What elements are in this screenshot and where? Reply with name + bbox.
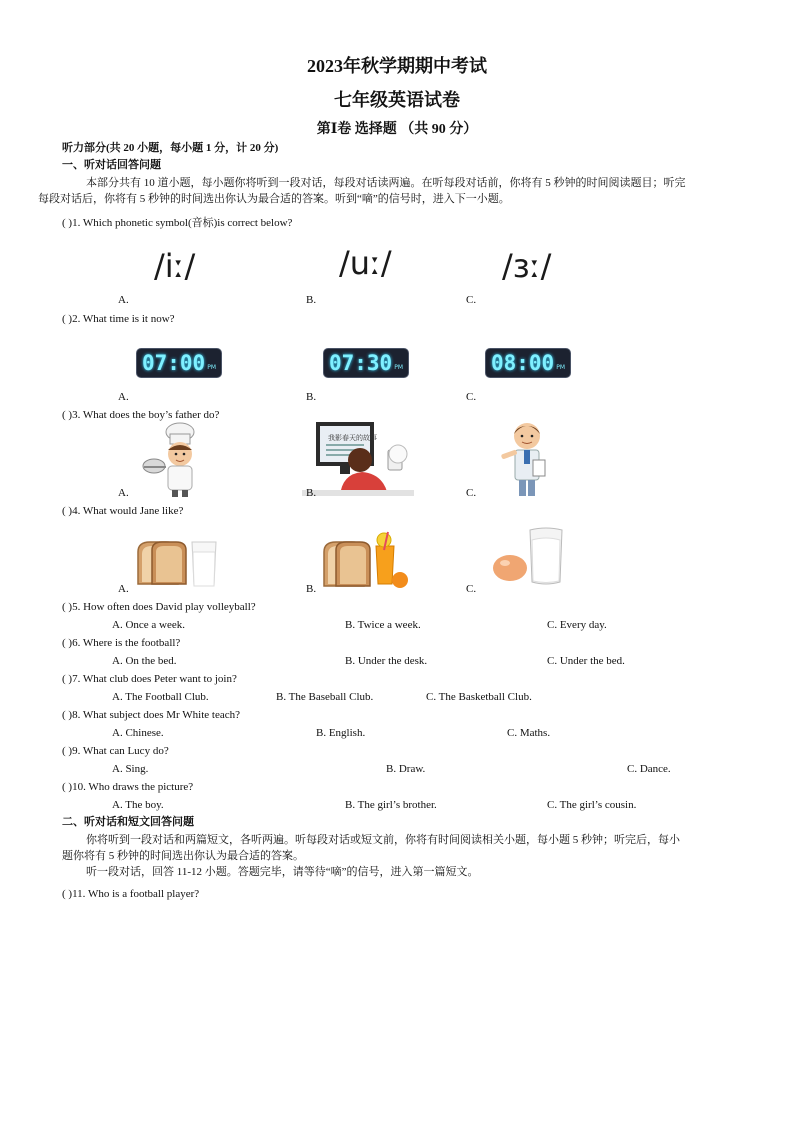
question-1: ( )1. Which phonetic symbol(音标)is correct below? [62,217,293,229]
q8-option-b: B. English. [316,727,366,739]
q3-label-b: B. [306,487,317,499]
q9-option-a: A. Sing. [112,763,149,775]
phonetic-option-a: /iː/ [154,247,196,285]
q2-label-b: B. [306,391,317,403]
question-6: ( )6. Where is the football? [62,637,181,649]
q2-label-c: C. [466,391,477,403]
screen-text: 我影春天的故事 [328,434,377,442]
clock-b-time: 07:30 [328,351,393,375]
q4-label-c: C. [466,583,477,595]
q8-option-a: A. Chinese. [112,727,164,739]
question-9: ( )9. What can Lucy do? [62,745,169,757]
q8-option-c: C. Maths. [507,727,551,739]
office-worker-illustration [302,420,414,496]
clock-c-time: 08:00 [490,351,555,375]
question-4: ( )4. What would Jane like? [62,505,184,517]
q6-option-b: B. Under the desk. [345,655,428,667]
q5-option-c: C. Every day. [547,619,607,631]
clock-a-time: 07:00 [141,351,206,375]
q1-label-a: A. [118,294,129,306]
q4-label-b: B. [306,583,317,595]
question-11: ( )11. Who is a football player? [62,888,200,900]
q1-label-b: B. [306,294,317,306]
question-10: ( )10. Who draws the picture? [62,781,194,793]
section2-instructions [62,832,742,880]
clock-a-pm: PM [207,363,216,371]
section2-line3: 听一段对话，回答 11-12 小题。答题完毕，请等待“嘀”的信号，进入第一篇短文。 [86,866,479,878]
section1-line1: 本部分共有 10 道小题，每小题你将听到一段对话，每段对话读两遍。在听每段对话前，你将有 5 秒钟的时间阅读题目；听完 [86,177,686,189]
question-7: ( )7. What club does Peter want to join? [62,673,237,685]
chef-illustration [142,422,212,498]
question-5: ( )5. How often does David play volleyball? [62,601,256,613]
section2-line2: 题你将有 5 秒钟的时间选出你认为最合适的答案。 [62,850,304,862]
section1-instructions [38,175,742,207]
q6-option-a: A. On the bed. [112,655,177,667]
q10-option-c: C. The girl’s cousin. [547,799,637,811]
part-title: 第Ⅰ卷 选择题 （共 90 分） [316,122,478,137]
question-3: ( )3. What does the boy’s father do? [62,409,220,421]
section2-title: 二、听对话和短文回答问题 [62,816,194,828]
q10-option-a: A. The boy. [112,799,164,811]
section1-title: 一、听对话回答问题 [62,159,161,171]
digital-clock-b [324,349,408,377]
q3-label-c: C. [466,487,477,499]
question-2: ( )2. What time is it now? [62,313,175,325]
digital-clock-a [137,349,221,377]
bread-and-juice-image [322,530,412,590]
q1-label-c: C. [466,294,477,306]
q6-option-c: C. Under the bed. [547,655,625,667]
q5-option-a: A. Once a week. [112,619,185,631]
exam-subtitle: 七年级英语试卷 [334,90,460,110]
q3-label-a: A. [118,487,129,499]
clock-c-pm: PM [556,363,565,371]
q9-option-c: C. Dance. [627,763,671,775]
q7-option-c: C. The Basketball Club. [426,691,532,703]
q7-option-b: B. The Baseball Club. [276,691,374,703]
q5-option-b: B. Twice a week. [345,619,421,631]
phonetic-option-c: /ɜː/ [502,247,552,285]
egg-and-milk-image [490,526,566,586]
phonetic-option-b: /uː/ [339,244,392,282]
q9-option-b: B. Draw. [386,763,426,775]
clock-b-pm: PM [394,363,403,371]
q2-label-a: A. [118,391,129,403]
digital-clock-c [486,349,570,377]
question-8: ( )8. What subject does Mr White teach? [62,709,240,721]
q4-label-a: A. [118,583,129,595]
section2-line1: 你将听到一段对话和两篇短文，各听两遍。听每段对话或短文前，你将有时间阅读相关小题，每小题 5 秒钟；听完后，每小 [86,834,680,846]
exam-title: 2023年秋学期期中考试 [307,56,487,76]
q7-option-a: A. The Football Club. [112,691,209,703]
bread-and-milk-image [136,538,222,588]
doctor-illustration [497,420,559,498]
section1-line2: 每段对话后，你将有 5 秒钟的时间选出你认为最合适的答案。听到“嘀”的信号时，进入下一小题。 [38,193,510,205]
listening-heading: 听力部分(共 20 小题，每小题 1 分，计 20 分) [62,142,279,154]
q10-option-b: B. The girl’s brother. [345,799,437,811]
